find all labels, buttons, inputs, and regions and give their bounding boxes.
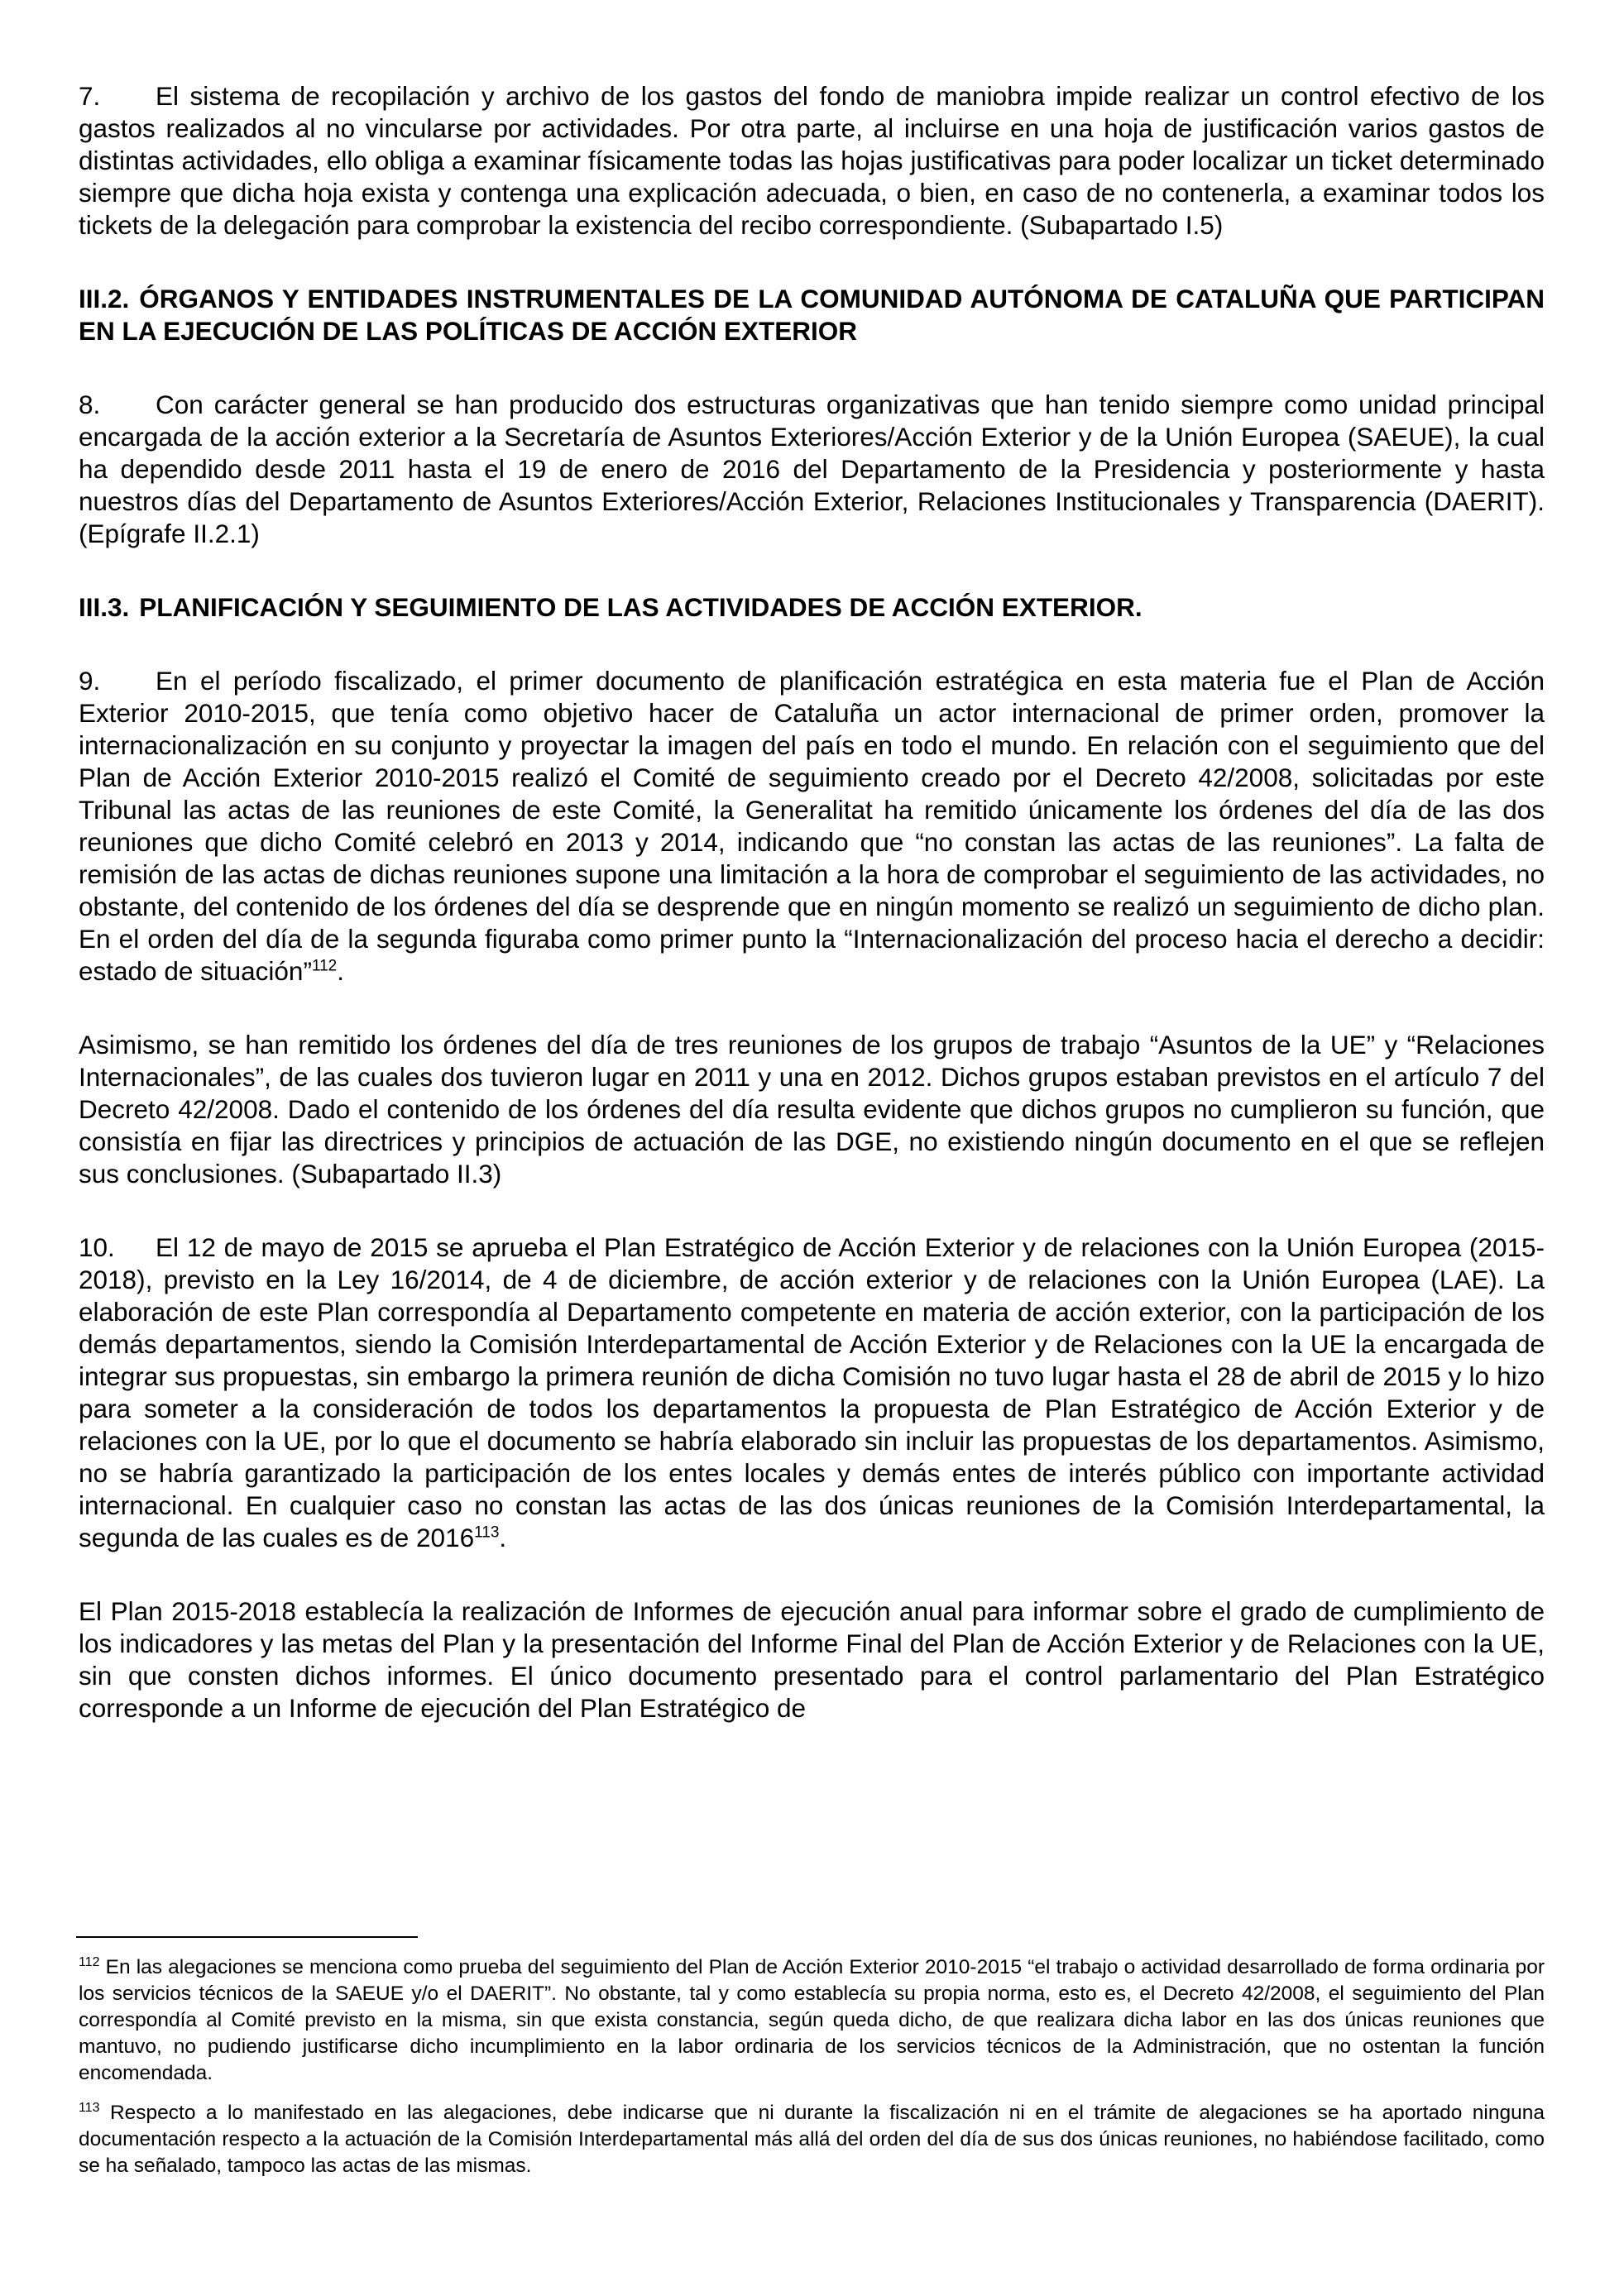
paragraph-text: El sistema de recopilación y archivo de los gastos del fondo de maniobra impide realizar un control efectivo de los gastos realizados al no vincularse por actividades. Por otra parte, al incluirse en una hoja de justificación varios gastos de distintas actividades, ello obliga a examinar físicamente todas las hojas justificativas para poder localizar un ticket determinado siempre que dicha hoja exista y contenga una explicación adecuada, o bien, en caso de no contenerla, a examinar todos los tickets de la delegación para comprobar la existencia del recibo correspondiente. (Subapartado I.5): [79, 81, 1545, 240]
footnote-number: 113: [79, 2100, 100, 2115]
section-number: III.3.: [79, 592, 130, 622]
document-body: [79, 80, 1545, 1766]
paragraph-number: 8.: [79, 390, 101, 419]
paragraph-9: [79, 665, 1545, 988]
paragraph-tail: .: [499, 1523, 507, 1552]
footnote-reference-112[interactable]: 112: [311, 957, 338, 975]
paragraph-7: [79, 80, 1545, 242]
section-heading-III-3: [79, 591, 1545, 624]
footnote-113: [79, 2100, 1545, 2179]
paragraph-text: El 12 de mayo de 2015 se aprueba el Plan Estratégico de Acción Exterior y de relaciones con la Unión Europea (2015-2018), previsto en la Ley 16/2014, de 4 de diciembre, de acción exterior y de relaciones con la Unión Europea (LAE). La elaboración de este Plan correspondía al Departamento competente en materia de acción exterior, con la participación de los demás departamentos, siendo la Comisión Interdepartamental de Acción Exterior y de Relaciones con la UE la encargada de integrar sus propuestas, sin embargo la primera reunión de dicha Comisión no tuvo lugar hasta el 28 de abril de 2015 y lo hizo para someter a la consideración de todos los departamentos la propuesta de Plan Estratégico de Acción Exterior y de relaciones con la UE, por lo que el documento se habría elaborado sin incluir las propuestas de los departamentos. Asimismo, no se habría garantizado la participación de los entes locales y demás entes de interés público con importante actividad internacional. En cualquier caso no constan las actas de las dos únicas reuniones de la Comisión Interdepartamental, la segunda de las cuales es de 2016: [79, 1232, 1545, 1552]
paragraph-text: Asimismo, se han remitido los órdenes del día de tres reuniones de los grupos de trabajo “Asuntos de la UE” y “Relaciones Internacionales”, de las cuales dos tuvieron lugar en 2011 y una en 2012. Dichos grupos estaban previstos en el artículo 7 del Decreto 42/2008. Dado el contenido de los órdenes del día resulta evidente que dichos grupos no cumplieron su función, que consistía en fijar las directrices y principios de actuación de las DGE, no existiendo ningún documento en el que se reflejen sus conclusiones. (Subapartado II.3): [79, 1030, 1545, 1189]
paragraph-8: [79, 389, 1545, 550]
paragraph-number: 9.: [79, 666, 101, 696]
paragraph-number: 10.: [79, 1232, 115, 1262]
footnote-112: [79, 1954, 1545, 2087]
paragraph-number: 7.: [79, 81, 101, 111]
paragraph-9-continued: [79, 1029, 1545, 1190]
footnote-text: Respecto a lo manifestado en las alegaciones, debe indicarse que ni durante la fiscalización ni en el trámite de alegaciones se ha aportado ninguna documentación respecto a la actuación de la Comisión Interdepartamental más allá del orden del día de sus dos únicas reuniones, no habiéndose facilitado, como se ha señalado, tampoco las actas de las mismas.: [79, 2102, 1545, 2177]
paragraph-text: En el período fiscalizado, el primer documento de planificación estratégica en esta materia fue el Plan de Acción Exterior 2010-2015, que tenía como objetivo hacer de Cataluña un actor internacional de primer orden, promover la internacionalización en su conjunto y proyectar la imagen del país en todo el mundo. En relación con el seguimiento que del Plan de Acción Exterior 2010-2015 realizó el Comité de seguimiento creado por el Decreto 42/2008, solicitadas por este Tribunal las actas de las reuniones de este Comité, la Generalitat ha remitido únicamente los órdenes del día de las dos reuniones que dicho Comité celebró en 2013 y 2014, indicando que “no constan las actas de las reuniones”. La falta de remisión de las actas de dichas reuniones supone una limitación a la hora de comprobar el seguimiento de las actividades, no obstante, del contenido de los órdenes del día se desprende que en ningún momento se realizó un seguimiento de dicho plan. En el orden del día de la segunda figuraba como primer punto la “Internacionalización del proceso hacia el derecho a decidir: estado de situación”: [79, 666, 1545, 986]
paragraph-10: [79, 1232, 1545, 1554]
section-heading-III-2: [79, 283, 1545, 347]
paragraph-10-continued: [79, 1595, 1545, 1724]
footnote-text: En las alegaciones se menciona como prueba del seguimiento del Plan de Acción Exterior 2010-2015 “el trabajo o actividad desarrollado de forma ordinaria por los servicios técnicos de la SAEUE y/o el DAERIT”. No obstante, tal y como establecía su propia norma, esto es, el Decreto 42/2008, el seguimiento del Plan correspondía al Comité previsto en la misma, sin que exista constancia, según queda dicho, de que realizara dicha labor en las dos únicas reuniones que mantuvo, no pudiendo justificarse dicho incumplimiento en la labor ordinaria de los servicios técnicos de la Administración, que no ostentan la función encomendada.: [79, 1956, 1545, 2084]
paragraph-tail: .: [337, 956, 344, 986]
footnotes-section: [79, 1936, 1545, 2193]
paragraph-text: Con carácter general se han producido dos estructuras organizativas que han tenido siempre como unidad principal encargada de la acción exterior a la Secretaría de Asuntos Exteriores/Acción Exterior y de la Unión Europea (SAEUE), la cual ha dependido desde 2011 hasta el 19 de enero de 2016 del Departamento de la Presidencia y posteriormente y hasta nuestros días del Departamento de Asuntos Exteriores/Acción Exterior, Relaciones Institucionales y Transparencia (DAERIT). (Epígrafe II.2.1): [79, 390, 1545, 548]
paragraph-text: El Plan 2015-2018 establecía la realización de Informes de ejecución anual para informar sobre el grado de cumplimiento de los indicadores y las metas del Plan y la presentación del Informe Final del Plan de Acción Exterior y de Relaciones con la UE, sin que consten dichos informes. El único documento presentado para el control parlamentario del Plan Estratégico corresponde a un Informe de ejecución del Plan Estratégico de: [79, 1596, 1545, 1723]
footnote-reference-113[interactable]: 113: [474, 1523, 500, 1542]
footnote-separator-rule: [76, 1936, 418, 1938]
section-title: ÓRGANOS Y ENTIDADES INSTRUMENTALES DE LA COMUNIDAD AUTÓNOMA DE CATALUÑA QUE PARTICIPAN EN LA EJECUCIÓN DE LAS POLÍTICAS DE ACCIÓN EXTERIOR: [79, 284, 1545, 346]
footnote-number: 112: [79, 1954, 100, 1969]
section-title: PLANIFICACIÓN Y SEGUIMIENTO DE LAS ACTIVIDADES DE ACCIÓN EXTERIOR.: [139, 592, 1143, 622]
section-number: III.2.: [79, 284, 130, 313]
